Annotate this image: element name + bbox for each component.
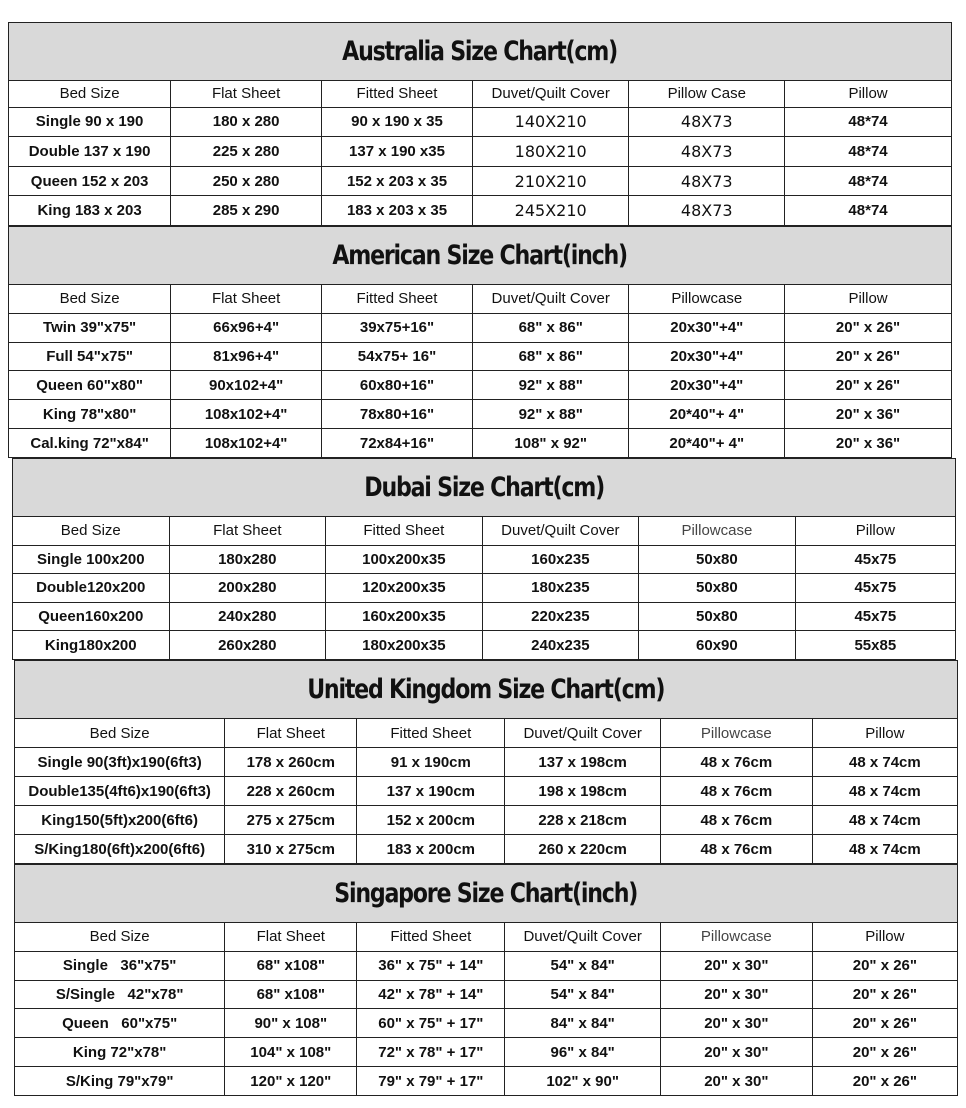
australia-table <box>8 22 952 226</box>
table-cell: 180X210 <box>472 137 629 167</box>
header-cell: Duvet/Quilt Cover <box>482 517 639 546</box>
table-cell: 20" x 36" <box>785 400 952 429</box>
uk-size-chart <box>14 660 958 864</box>
table-cell: 140X210 <box>472 107 629 137</box>
table-row <box>9 196 952 226</box>
table-cell: 42" x 78" + 14" <box>357 980 505 1009</box>
table-cell: 50x80 <box>639 602 796 631</box>
table-cell: Single 100x200 <box>13 545 170 574</box>
table-row <box>9 137 952 167</box>
table-row <box>15 835 958 864</box>
singapore-title: Singapore Size Chart(inch) <box>15 865 958 923</box>
table-cell: 39x75+16" <box>322 313 473 342</box>
table-cell: 78x80+16" <box>322 400 473 429</box>
header-cell: Duvet/Quilt Cover <box>472 285 629 314</box>
table-cell: 20*40"+ 4" <box>629 400 785 429</box>
table-cell: 183 x 200cm <box>357 835 505 864</box>
table-cell: S/King180(6ft)x200(6ft6) <box>15 835 225 864</box>
header-cell: Duvet/Quilt Cover <box>505 923 661 952</box>
singapore-header-row <box>15 923 958 952</box>
table-row <box>15 1009 958 1038</box>
header-cell: Pillow <box>785 285 952 314</box>
table-cell: 250 x 280 <box>171 166 322 196</box>
table-cell: 48 x 76cm <box>660 806 812 835</box>
table-cell: 54" x 84" <box>505 980 661 1009</box>
table-row <box>9 166 952 196</box>
table-cell: 20" x 26" <box>785 371 952 400</box>
table-cell: Single 36"x75" <box>15 951 225 980</box>
table-cell: 228 x 218cm <box>505 806 661 835</box>
table-cell: 20" x 26" <box>785 342 952 371</box>
table-row <box>15 1067 958 1096</box>
table-cell: 45x75 <box>795 545 955 574</box>
table-cell: 20" x 26" <box>812 1038 957 1067</box>
header-cell: Fitted Sheet <box>326 517 483 546</box>
header-cell: Pillow <box>812 719 957 748</box>
table-cell: 68" x108" <box>225 980 357 1009</box>
table-cell: 20x30"+4" <box>629 342 785 371</box>
table-cell: 79" x 79" + 17" <box>357 1067 505 1096</box>
table-cell: Full 54"x75" <box>9 342 171 371</box>
table-cell: 20" x 26" <box>785 313 952 342</box>
table-cell: 84" x 84" <box>505 1009 661 1038</box>
table-cell: 178 x 260cm <box>225 748 357 777</box>
header-cell: Pillowcase <box>639 517 796 546</box>
american-title: American Size Chart(inch) <box>9 227 952 285</box>
table-cell: 152 x 200cm <box>357 806 505 835</box>
uk-header-row <box>15 719 958 748</box>
table-cell: Double 137 x 190 <box>9 137 171 167</box>
table-row <box>15 806 958 835</box>
table-cell: 285 x 290 <box>171 196 322 226</box>
table-cell: 48*74 <box>785 137 952 167</box>
table-cell: 48 x 74cm <box>812 835 957 864</box>
table-cell: 20x30"+4" <box>629 313 785 342</box>
australia-title: Australia Size Chart(cm) <box>9 23 952 81</box>
table-row <box>13 631 956 660</box>
dubai-size-chart <box>12 458 956 660</box>
table-cell: 180 x 280 <box>171 107 322 137</box>
table-cell: 48 x 74cm <box>812 777 957 806</box>
table-cell: 20" x 26" <box>812 951 957 980</box>
table-cell: 54x75+ 16" <box>322 342 473 371</box>
table-cell: 90x102+4" <box>171 371 322 400</box>
table-cell: 275 x 275cm <box>225 806 357 835</box>
table-cell: 91 x 190cm <box>357 748 505 777</box>
header-cell: Bed Size <box>13 517 170 546</box>
table-cell: 20" x 26" <box>812 980 957 1009</box>
table-cell: 120x200x35 <box>326 574 483 603</box>
dubai-table <box>12 458 956 660</box>
table-cell: 108" x 92" <box>472 429 629 458</box>
table-cell: Queen 60"x75" <box>15 1009 225 1038</box>
table-cell: 180x280 <box>169 545 326 574</box>
header-cell: Flat Sheet <box>225 719 357 748</box>
header-cell: Pillow <box>812 923 957 952</box>
american-size-chart <box>8 226 952 458</box>
table-row <box>13 574 956 603</box>
singapore-size-chart <box>14 864 958 1096</box>
table-cell: 245X210 <box>472 196 629 226</box>
table-cell: 48X73 <box>629 196 785 226</box>
table-cell: 48 x 76cm <box>660 777 812 806</box>
table-cell: 137 x 198cm <box>505 748 661 777</box>
table-row <box>15 748 958 777</box>
header-cell: Bed Size <box>9 285 171 314</box>
table-row <box>13 602 956 631</box>
table-cell: 100x200x35 <box>326 545 483 574</box>
table-cell: 72" x 78" + 17" <box>357 1038 505 1067</box>
table-cell: 68" x 86" <box>472 342 629 371</box>
header-cell: Pillowcase <box>660 923 812 952</box>
australia-header-row <box>9 81 952 108</box>
header-cell: Fitted Sheet <box>322 81 473 108</box>
table-cell: 48*74 <box>785 196 952 226</box>
table-row <box>9 313 952 342</box>
table-cell: Cal.king 72"x84" <box>9 429 171 458</box>
table-row <box>15 951 958 980</box>
header-cell: Bed Size <box>9 81 171 108</box>
table-cell: 102" x 90" <box>505 1067 661 1096</box>
table-cell: 220x235 <box>482 602 639 631</box>
table-cell: 20*40"+ 4" <box>629 429 785 458</box>
header-cell: Flat Sheet <box>171 285 322 314</box>
table-cell: King 78"x80" <box>9 400 171 429</box>
table-row <box>9 107 952 137</box>
table-cell: 50x80 <box>639 545 796 574</box>
table-row <box>15 980 958 1009</box>
table-cell: 180x200x35 <box>326 631 483 660</box>
dubai-header-row <box>13 517 956 546</box>
table-cell: Queen 152 x 203 <box>9 166 171 196</box>
table-cell: 20" x 26" <box>812 1009 957 1038</box>
table-cell: 60" x 75" + 17" <box>357 1009 505 1038</box>
table-cell: 50x80 <box>639 574 796 603</box>
table-cell: 20" x 30" <box>660 1009 812 1038</box>
header-cell: Flat Sheet <box>171 81 322 108</box>
table-cell: 20x30"+4" <box>629 371 785 400</box>
table-cell: Double120x200 <box>13 574 170 603</box>
header-cell: Pillow <box>785 81 952 108</box>
table-cell: 20" x 30" <box>660 951 812 980</box>
table-cell: 228 x 260cm <box>225 777 357 806</box>
header-cell: Pillowcase <box>629 285 785 314</box>
american-table <box>8 226 952 458</box>
singapore-table <box>14 864 958 1096</box>
table-row <box>9 371 952 400</box>
table-cell: 120" x 120" <box>225 1067 357 1096</box>
table-cell: 48X73 <box>629 137 785 167</box>
table-cell: 81x96+4" <box>171 342 322 371</box>
header-cell: Pillowcase <box>660 719 812 748</box>
table-cell: 48*74 <box>785 166 952 196</box>
table-cell: 48X73 <box>629 107 785 137</box>
table-cell: King180x200 <box>13 631 170 660</box>
table-cell: 68" x 86" <box>472 313 629 342</box>
table-cell: 45x75 <box>795 602 955 631</box>
table-cell: King150(5ft)x200(6ft6) <box>15 806 225 835</box>
table-cell: 200x280 <box>169 574 326 603</box>
table-cell: 240x280 <box>169 602 326 631</box>
table-cell: 92" x 88" <box>472 371 629 400</box>
table-cell: 48 x 74cm <box>812 748 957 777</box>
table-cell: 260x280 <box>169 631 326 660</box>
header-cell: Bed Size <box>15 719 225 748</box>
table-cell: 20" x 30" <box>660 1038 812 1067</box>
table-cell: 137 x 190cm <box>357 777 505 806</box>
table-cell: 66x96+4" <box>171 313 322 342</box>
table-cell: 72x84+16" <box>322 429 473 458</box>
table-row <box>15 1038 958 1067</box>
header-cell: Fitted Sheet <box>357 923 505 952</box>
table-cell: 198 x 198cm <box>505 777 661 806</box>
table-cell: 310 x 275cm <box>225 835 357 864</box>
table-cell: 68" x108" <box>225 951 357 980</box>
table-cell: Single 90 x 190 <box>9 107 171 137</box>
header-cell: Fitted Sheet <box>357 719 505 748</box>
table-cell: 108x102+4" <box>171 429 322 458</box>
table-cell: S/Single 42"x78" <box>15 980 225 1009</box>
table-cell: 240x235 <box>482 631 639 660</box>
table-cell: 48 x 76cm <box>660 835 812 864</box>
table-cell: 20" x 26" <box>812 1067 957 1096</box>
table-cell: 54" x 84" <box>505 951 661 980</box>
table-cell: 20" x 30" <box>660 980 812 1009</box>
table-cell: 60x80+16" <box>322 371 473 400</box>
table-cell: 104" x 108" <box>225 1038 357 1067</box>
header-cell: Pillow <box>795 517 955 546</box>
table-cell: Single 90(3ft)x190(6ft3) <box>15 748 225 777</box>
table-cell: 225 x 280 <box>171 137 322 167</box>
header-cell: Duvet/Quilt Cover <box>472 81 629 108</box>
table-cell: 20" x 30" <box>660 1067 812 1096</box>
table-cell: 160x235 <box>482 545 639 574</box>
uk-table <box>14 660 958 864</box>
table-cell: 260 x 220cm <box>505 835 661 864</box>
table-cell: 20" x 36" <box>785 429 952 458</box>
table-cell: King 72"x78" <box>15 1038 225 1067</box>
table-cell: 183 x 203 x 35 <box>322 196 473 226</box>
american-header-row <box>9 285 952 314</box>
uk-title: United Kingdom Size Chart(cm) <box>15 661 958 719</box>
table-cell: 108x102+4" <box>171 400 322 429</box>
header-cell: Fitted Sheet <box>322 285 473 314</box>
table-cell: 92" x 88" <box>472 400 629 429</box>
australia-size-chart <box>8 22 952 226</box>
header-cell: Flat Sheet <box>169 517 326 546</box>
dubai-title: Dubai Size Chart(cm) <box>13 459 956 517</box>
table-row <box>9 342 952 371</box>
header-cell: Pillow Case <box>629 81 785 108</box>
table-cell: Twin 39"x75" <box>9 313 171 342</box>
table-cell: 160x200x35 <box>326 602 483 631</box>
table-cell: 45x75 <box>795 574 955 603</box>
table-cell: 152 x 203 x 35 <box>322 166 473 196</box>
table-cell: 55x85 <box>795 631 955 660</box>
table-cell: 48 x 74cm <box>812 806 957 835</box>
table-cell: 48 x 76cm <box>660 748 812 777</box>
table-row <box>9 400 952 429</box>
table-cell: 137 x 190 x35 <box>322 137 473 167</box>
table-cell: 36" x 75" + 14" <box>357 951 505 980</box>
table-cell: 48*74 <box>785 107 952 137</box>
table-cell: 90 x 190 x 35 <box>322 107 473 137</box>
table-row <box>9 429 952 458</box>
table-cell: 48X73 <box>629 166 785 196</box>
table-cell: 210X210 <box>472 166 629 196</box>
table-cell: Double135(4ft6)x190(6ft3) <box>15 777 225 806</box>
table-cell: S/King 79"x79" <box>15 1067 225 1096</box>
header-cell: Duvet/Quilt Cover <box>505 719 661 748</box>
header-cell: Bed Size <box>15 923 225 952</box>
table-cell: King 183 x 203 <box>9 196 171 226</box>
table-cell: 60x90 <box>639 631 796 660</box>
table-cell: 96" x 84" <box>505 1038 661 1067</box>
table-row <box>13 545 956 574</box>
table-row <box>15 777 958 806</box>
table-cell: Queen160x200 <box>13 602 170 631</box>
table-cell: Queen 60"x80" <box>9 371 171 400</box>
header-cell: Flat Sheet <box>225 923 357 952</box>
table-cell: 180x235 <box>482 574 639 603</box>
table-cell: 90" x 108" <box>225 1009 357 1038</box>
